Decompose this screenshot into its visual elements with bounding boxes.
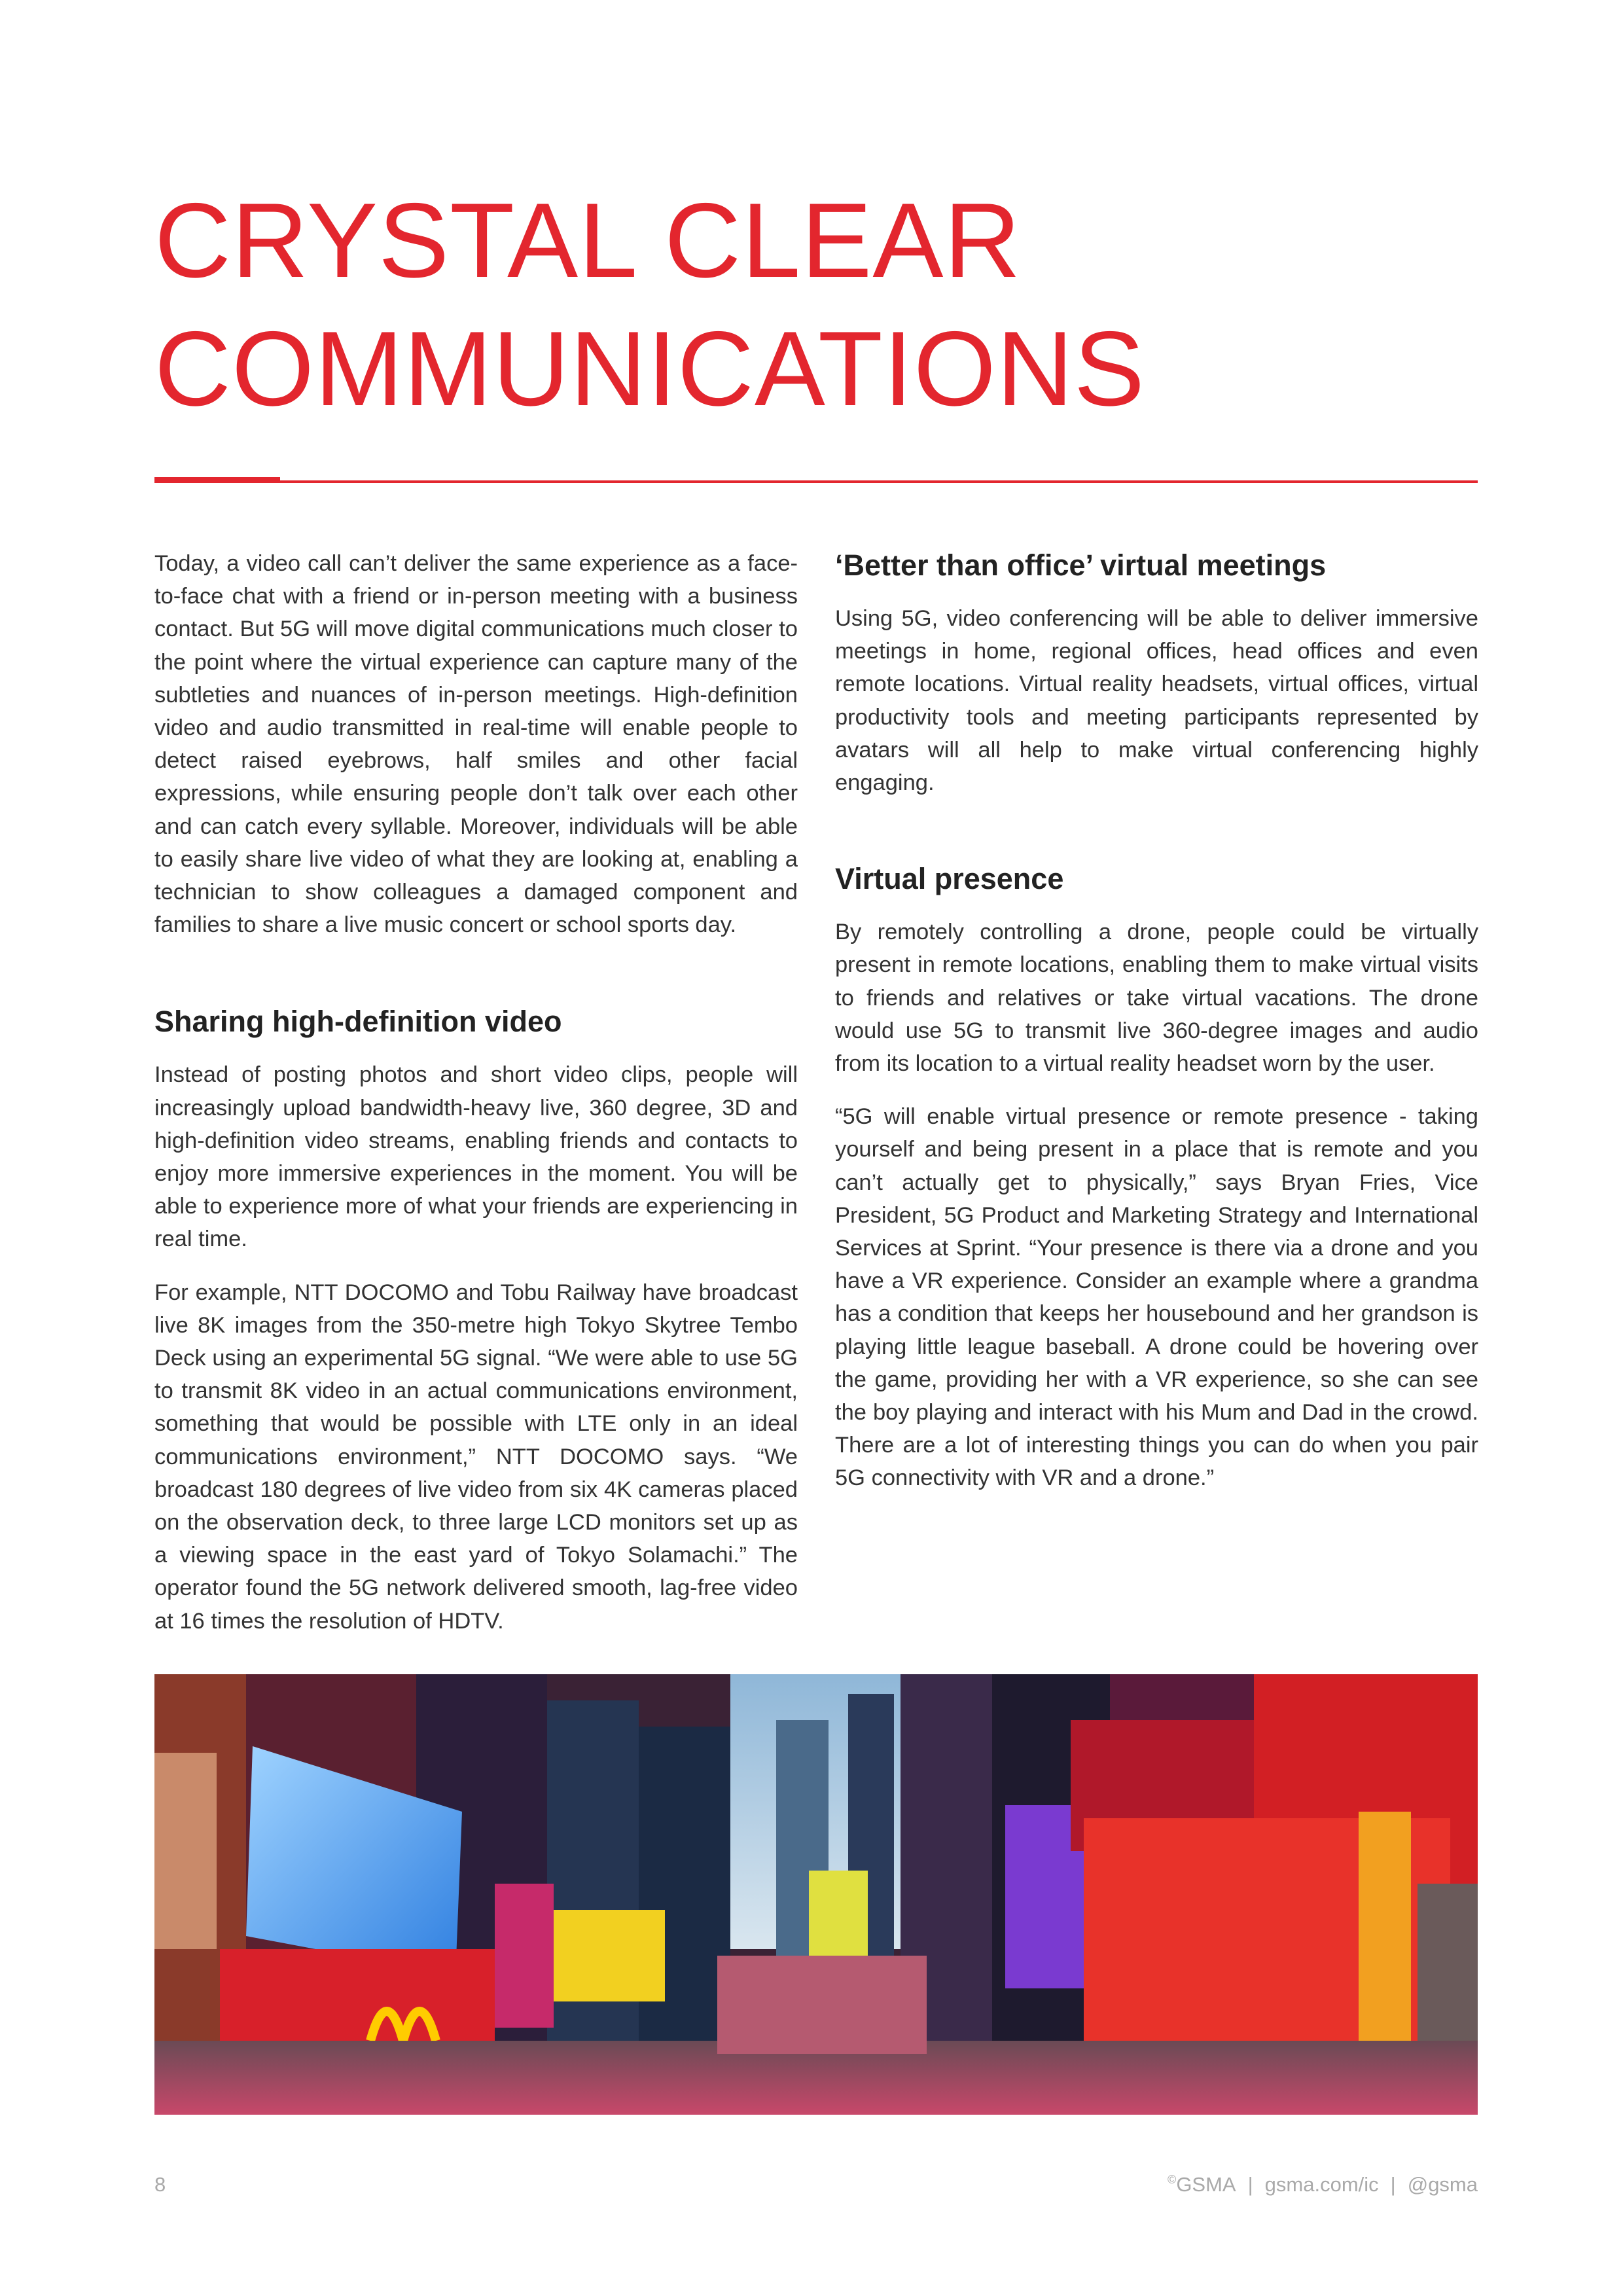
virtual-presence-paragraph-2: “5G will enable virtual presence or remote presence - taking yourself and being present in a place that is remote and you can’t actually get to physically,” says Bryan Fries, Vice President, 5G Product and Marketing Strategy and International Services at Sprint. “Your presence is there via a drone and you have a VR experience. Consider an example where a grandma has a condition that keeps her housebound and her grandson is playing little league baseball. A drone could be hovering over the game, providing her with a VR experience, so she can see the boy playing and interact with his Mum and Dad in the crowd. There are a lot of interesting things you can do when you pair 5G connectivity with VR and a drone.” xyxy=(835,1104,1478,1491)
heading-virtual-meetings: ‘Better than office’ virtual meetings xyxy=(835,548,1327,582)
heading-sharing-hd-video: Sharing high-definition video xyxy=(154,1005,562,1039)
title-divider xyxy=(154,480,1478,483)
times-square-photo xyxy=(154,1674,1478,2115)
page-number: 8 xyxy=(154,2173,166,2196)
footer-separator: | xyxy=(1247,2173,1253,2196)
page-title xyxy=(154,177,1496,433)
virtual-presence-paragraph-1: By remotely controlling a drone, people could be virtually present in remote locations, enabling them to make virtual visits to friends and relatives or take virtual vacations. The drone would use 5G to transmit live 360-degree images and audio from its location to a virtual reality headset worn by the user. xyxy=(835,920,1478,1077)
intro-paragraph: Today, a video call can’t deliver the same experience as a face-to-face chat with a friend or in-person meeting with a business contact. But 5G will move digital communications much closer to the point where the virtual experience can capture many of the subtleties and nuances of in-person meetings. High-definition video and audio transmitted in real-time will enable people to detect raised eyebrows, half smiles and other facial expressions, while ensuring people don’t talk over each other and can catch every syllable. Moreover, individuals will be able to easily share live video of what they are looking at, enabling a technician to show colleagues a damaged component and families to share a live music concert or school sports day. xyxy=(154,551,798,938)
page-title-line-2: COMMUNICATIONS xyxy=(154,310,1145,428)
footer-brand: GSMA xyxy=(1176,2173,1236,2196)
heading-virtual-presence: Virtual presence xyxy=(835,862,1064,896)
title-divider-accent xyxy=(154,477,280,483)
footer-credits xyxy=(1168,2173,1478,2197)
copyright-symbol: © xyxy=(1168,2173,1177,2186)
footer-website-link[interactable]: gsma.com/ic xyxy=(1264,2173,1379,2196)
left-column xyxy=(154,547,798,1658)
hd-video-paragraph-1: Instead of posting photos and short video clips, people will increasingly upload bandwidth-heavy live, 360 degree, 3D and high-definition video streams, enabling friends and contacts to enjoy more immersive experiences in the moment. You will be able to experience more of what your friends are experiencing in real time. xyxy=(154,1062,798,1252)
footer-social-handle[interactable]: @gsma xyxy=(1407,2173,1478,2196)
footer-separator: | xyxy=(1390,2173,1396,2196)
right-column xyxy=(835,547,1478,1515)
times-square-illustration xyxy=(154,1674,1478,2115)
hd-video-paragraph-2: For example, NTT DOCOMO and Tobu Railway have broadcast live 8K images from the 350-metre high Tokyo Skytree Tembo Deck using an experimental 5G signal. “We were able to use 5G to transmit 8K video in an actual communications environment, something that would be possible with LTE only in an ideal communications environment,” NTT DOCOMO says. “We broadcast 180 degrees of live video from six 4K cameras placed on the observation deck, to three large LCD monitors set up as a viewing space in the east yard of Tokyo Solamachi.” The operator found the 5G network delivered smooth, lag-free video at 16 times the resolution of HDTV. xyxy=(154,1280,798,1634)
virtual-meetings-paragraph: Using 5G, video conferencing will be able to deliver immersive meetings in home, regional offices, head offices and even remote locations. Virtual reality headsets, virtual offices, virtual productivity tools and meeting participants represented by avatars will all help to make virtual conferencing highly engaging. xyxy=(835,606,1478,796)
page-title-line-1: CRYSTAL CLEAR xyxy=(154,181,1022,300)
